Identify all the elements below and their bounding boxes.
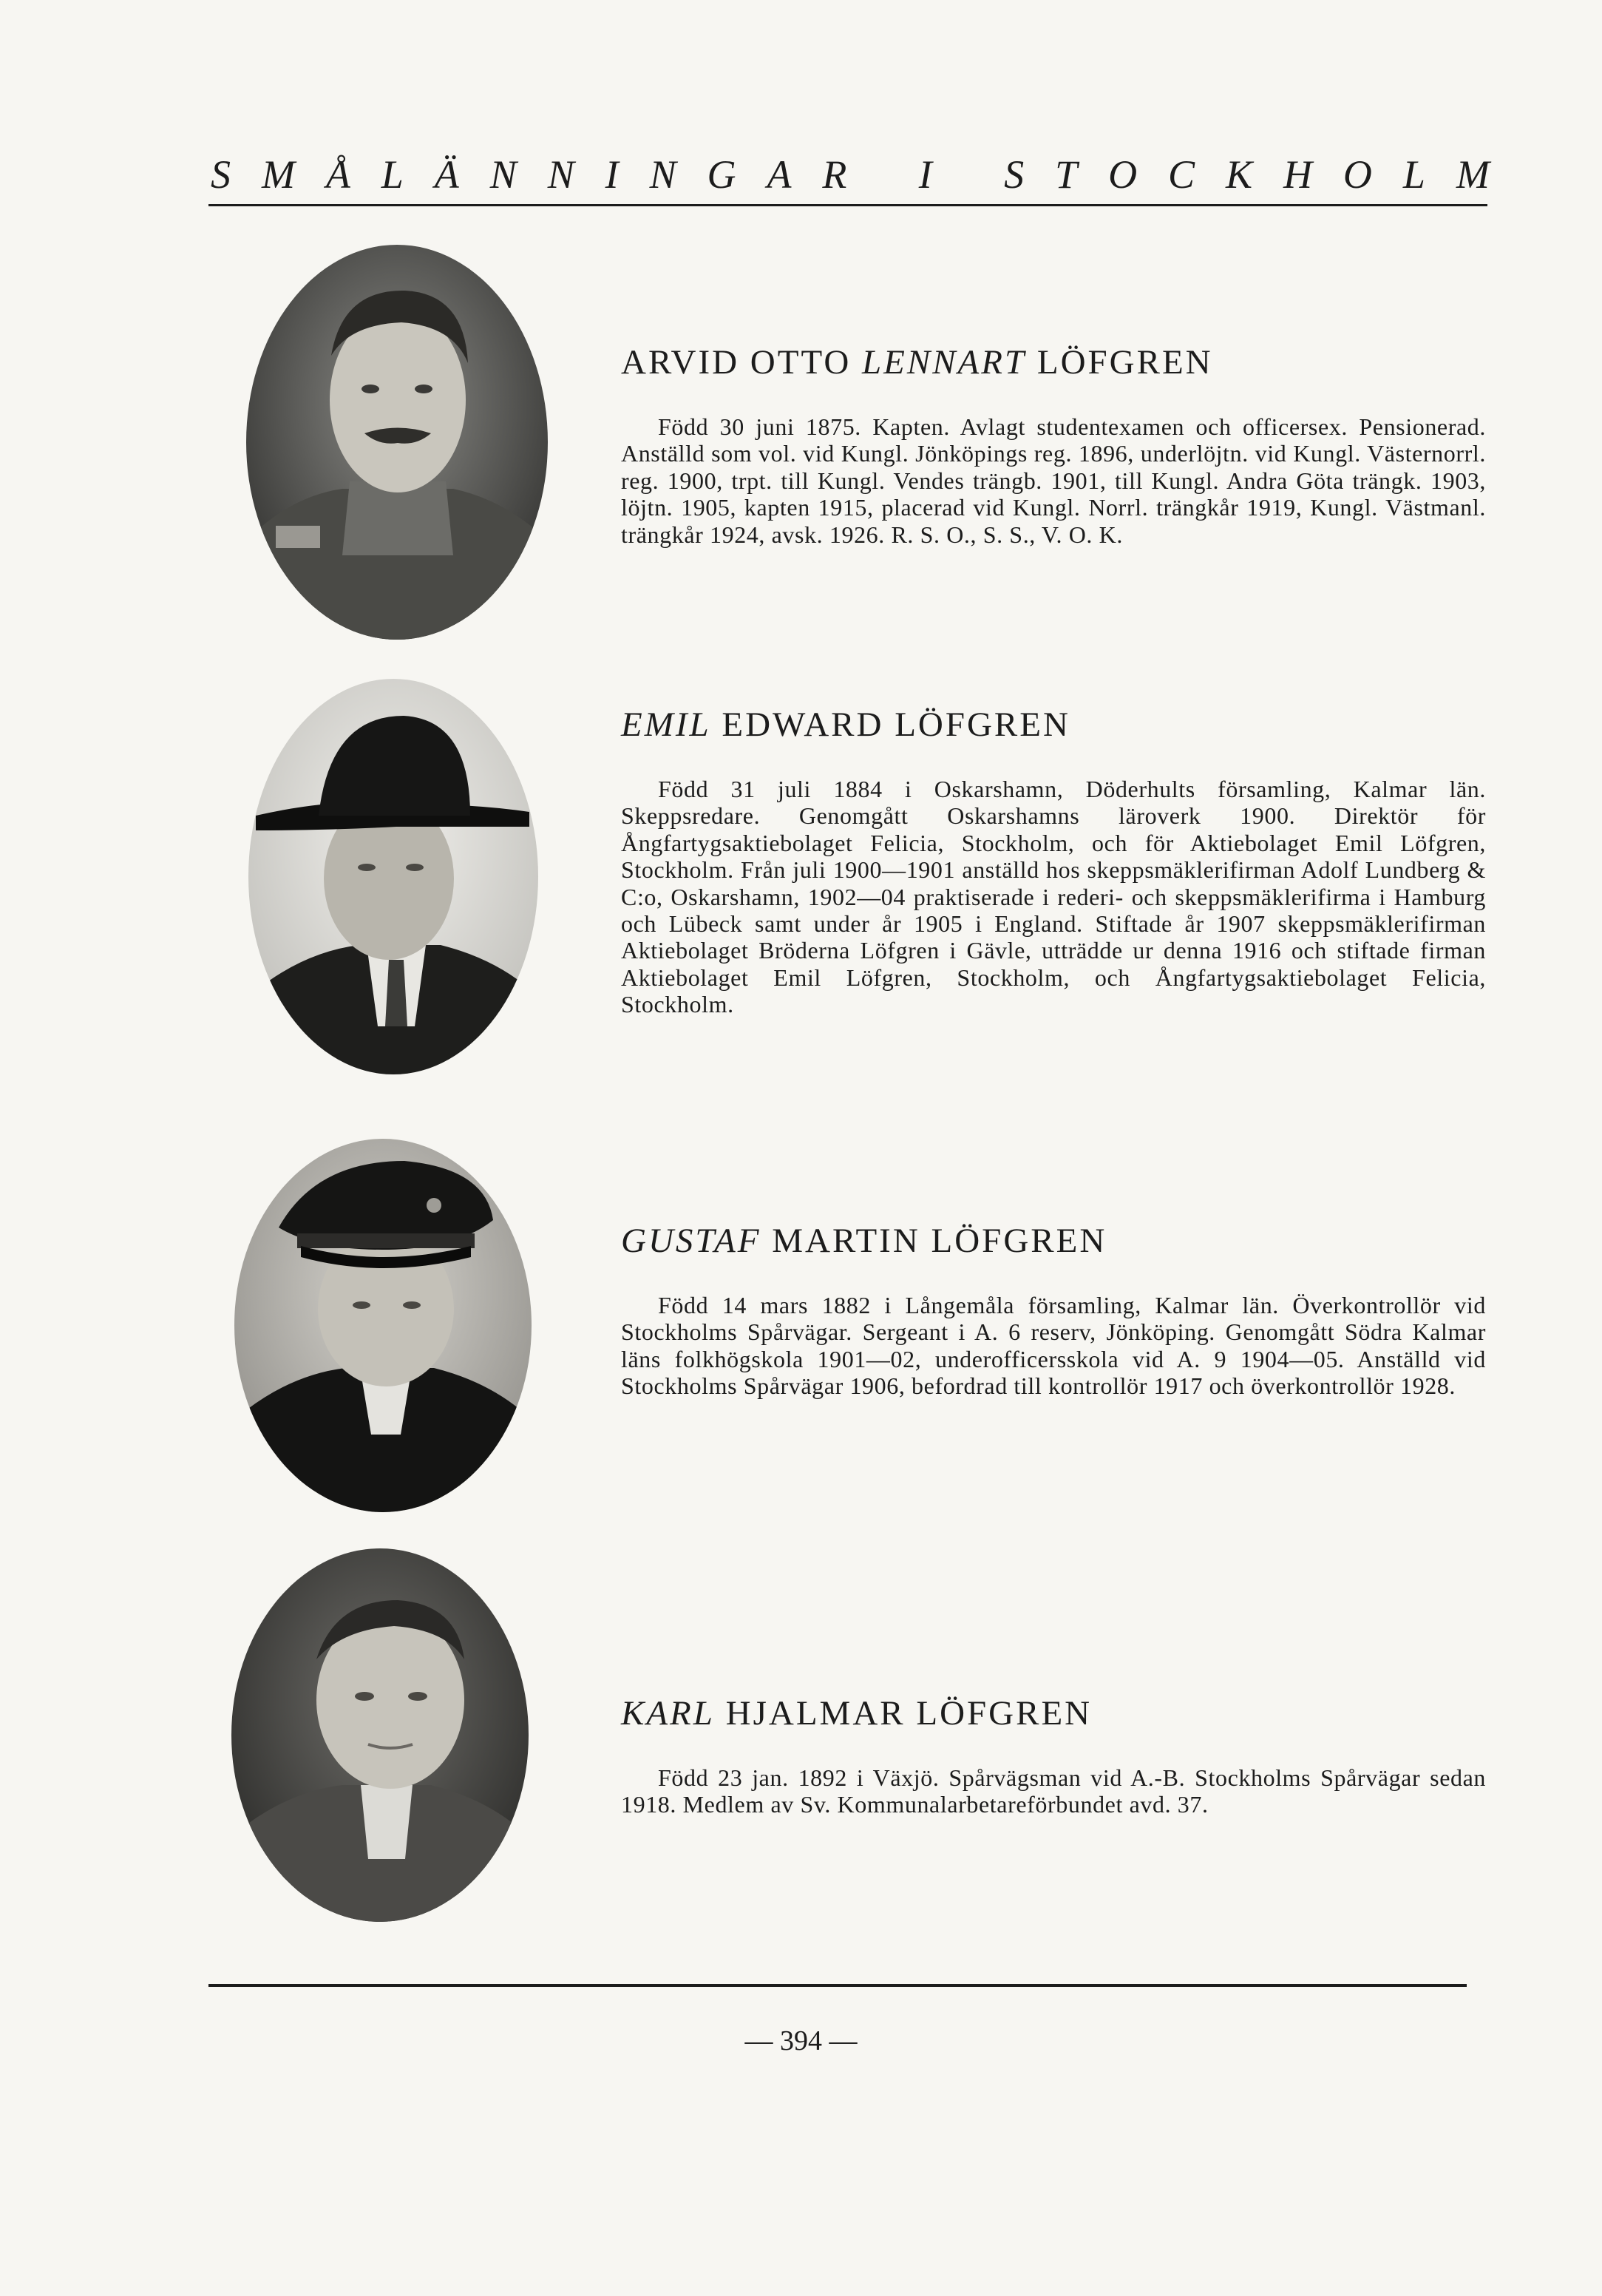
running-head-letter: N bbox=[547, 152, 574, 197]
portrait-arvid-lofgren bbox=[246, 245, 548, 640]
running-head-letter: A bbox=[767, 152, 792, 197]
entry-name: ARVID OTTO LENNART LÖFGREN bbox=[621, 343, 1213, 382]
running-head-letter: N bbox=[649, 152, 676, 197]
running-head-letter: M bbox=[1456, 152, 1490, 197]
entry-emil-lofgren bbox=[621, 705, 1486, 1018]
top-rule bbox=[208, 204, 1487, 206]
running-head-letter: H bbox=[1283, 152, 1312, 197]
portrait-emil-lofgren bbox=[248, 679, 538, 1074]
entry-biography: Född 14 mars 1882 i Långemåla församling, Kalmar län. Överkontrollör vid Stockholms Spårvägar. Sergeant i A. 6 reserv, Jönköping. Genomgått Södra Kalmar läns folkhögskola 1901—02, underofficersskola vid A. 9 1904—05. Anställd vid Stockholms Spårvägar 1906, befordrad till kontrollör 1917 och överkontrollör 1928. bbox=[621, 1292, 1486, 1400]
running-head-letter: G bbox=[707, 152, 736, 197]
entry-name: GUSTAF MARTIN LÖFGREN bbox=[621, 1222, 1107, 1260]
running-head-letter: O bbox=[1108, 152, 1138, 197]
running-head-letter: O bbox=[1343, 152, 1372, 197]
running-head-letter: Ä bbox=[434, 152, 459, 197]
entry-name: KARL HJALMAR LÖFGREN bbox=[621, 1694, 1093, 1733]
running-head-letter: S bbox=[211, 152, 231, 197]
running-head-letter: Å bbox=[325, 152, 350, 197]
entry-gustaf-lofgren bbox=[621, 1221, 1486, 1400]
running-head-letter bbox=[963, 152, 974, 197]
running-head-letter bbox=[878, 152, 888, 197]
page-number: — 394 — bbox=[744, 2025, 858, 2056]
running-head-letter: T bbox=[1055, 152, 1078, 197]
running-head-letter: I bbox=[918, 152, 932, 197]
entry-biography: Född 30 juni 1875. Kapten. Avlagt studentexamen och officersex. Pensionerad. Anställd som vol. vid Kungl. Jönköpings reg. 1896, underlöjtn. vid Kungl. Västernorrl. reg. 1900, trpt. till Kungl. Vendes trängb. 1901, till Kungl. Andra Göta trängk. 1903, löjtn. 1905, kapten 1915, placerad vid Kungl. Norrl. trängkår 1919, Kungl. Västmanl. trängkår 1924, avsk. 1926. R. S. O., S. S., V. O. K. bbox=[621, 413, 1486, 548]
portrait-gustaf-lofgren bbox=[234, 1139, 532, 1512]
portrait-karl-lofgren bbox=[231, 1548, 529, 1922]
running-head-letter: N bbox=[489, 152, 517, 197]
running-head-letter: C bbox=[1168, 152, 1195, 197]
running-head-letter: K bbox=[1225, 152, 1253, 197]
running-head-letter: S bbox=[1004, 152, 1025, 197]
running-head-letter: M bbox=[261, 152, 295, 197]
running-head-letter: R bbox=[822, 152, 847, 197]
running-head-letter: I bbox=[605, 152, 619, 197]
running-head bbox=[211, 152, 1490, 197]
entry-name: EMIL EDWARD LÖFGREN bbox=[621, 705, 1070, 744]
entry-biography: Född 23 jan. 1892 i Växjö. Spårvägsman vid A.-B. Stockholms Spårvägar sedan 1918. Medlem av Sv. Kommunalarbetareförbundet avd. 37. bbox=[621, 1764, 1486, 1818]
entry-karl-lofgren bbox=[621, 1693, 1486, 1818]
running-head-letter: L bbox=[381, 152, 404, 197]
entry-biography: Född 31 juli 1884 i Oskarshamn, Döderhults församling, Kalmar län. Skeppsredare. Genomgått Oskarshamns läroverk 1900. Direktör för Ångfartygsaktiebolaget Felicia, Stockholm, och för Aktiebolaget Emil Löfgren, Stockholm. Från juli 1900—1901 anställd hos skeppsmäklerifirman Adolf Lundberg & C:o, Oskarshamn, 1902—04 praktiserade i rederi- och skeppsmäklerifirma i Hamburg och Lübeck samt under år 1905 i England. Stiftade år 1907 skeppsmäklerifirman Aktiebolaget Bröderna Löfgren i Gävle, utträdde ur denna 1916 och stiftade firman Aktiebolaget Emil Löfgren, Stockholm, och Ångfartygsaktiebolaget Felicia, Stockholm. bbox=[621, 776, 1486, 1018]
bottom-rule bbox=[208, 1984, 1467, 1987]
entry-arvid-lofgren bbox=[621, 342, 1486, 548]
running-head-letter: L bbox=[1402, 152, 1425, 197]
